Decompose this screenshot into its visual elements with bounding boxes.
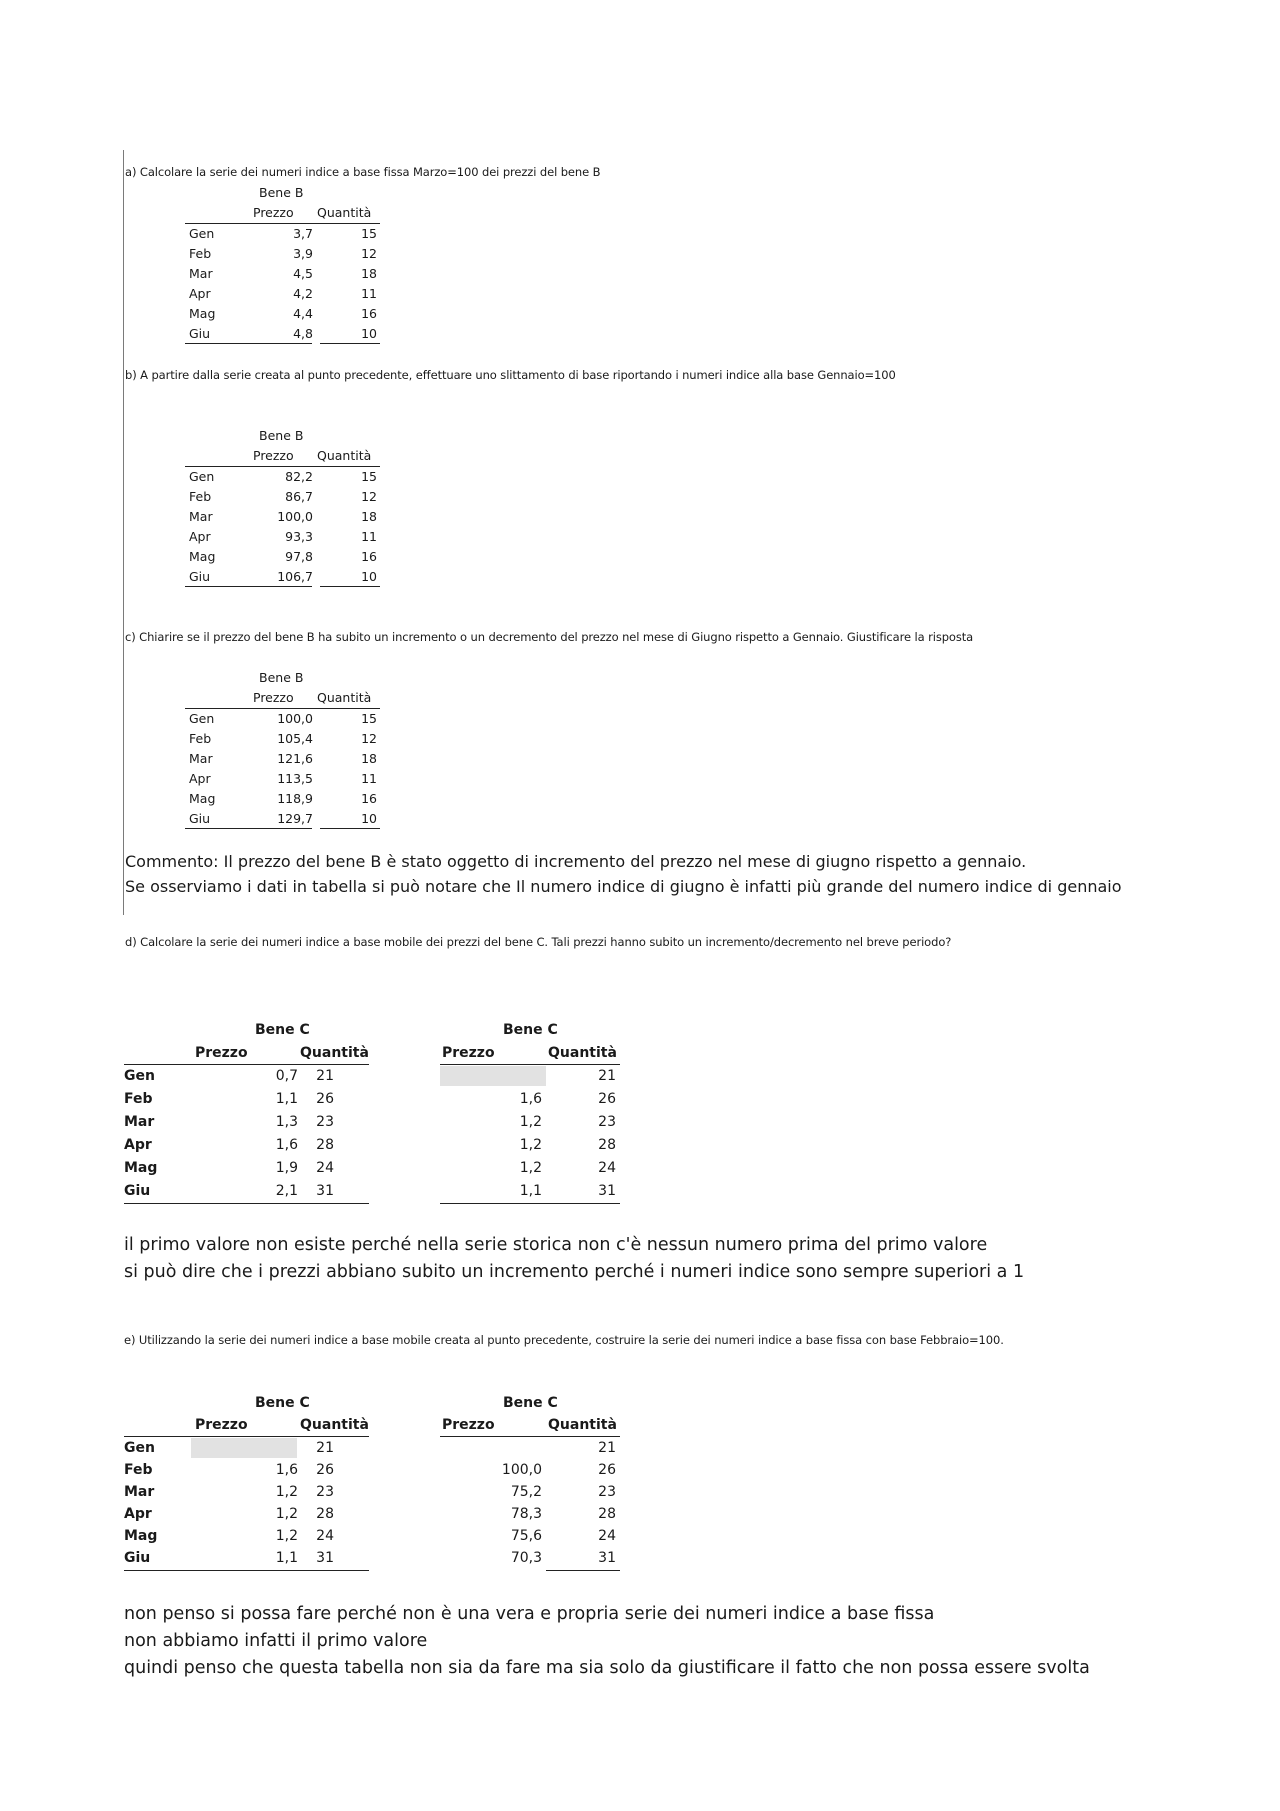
table-title: Bene B (259, 670, 304, 685)
question-a: a) Calcolare la serie dei numeri indice a base fissa Marzo=100 dei prezzi del bene B (125, 165, 601, 179)
header-prezzo: Prezzo (195, 1045, 248, 1061)
cell-quantita: 23 (316, 1484, 334, 1500)
table-row: Gen 3,7 15 (189, 226, 377, 241)
cell-quantita: 24 (598, 1528, 616, 1544)
header-prezzo: Prezzo (253, 690, 294, 705)
cell-quantita: 28 (598, 1137, 616, 1153)
cell-quantita: 31 (316, 1550, 334, 1566)
table-row: Giu 129,7 10 (189, 811, 377, 826)
cell-quantita: 23 (598, 1484, 616, 1500)
cell-prezzo: 1,1 (519, 1183, 542, 1199)
header-quantita: Quantità (548, 1417, 617, 1433)
table-c (185, 670, 380, 830)
cell-quantita: 21 (598, 1068, 616, 1084)
cell-prezzo: 75,2 (510, 1484, 542, 1500)
header-quantita: Quantità (548, 1045, 617, 1061)
table-row: Feb 3,9 12 (189, 246, 377, 261)
header-quantita: Quantità (317, 448, 372, 463)
row-label: Mag (124, 1160, 158, 1176)
cell-quantita: 23 (598, 1114, 616, 1130)
tables-e (124, 1395, 620, 1575)
cell-quantita: 28 (598, 1506, 616, 1522)
row-label: Apr (124, 1506, 152, 1522)
table-row: Mag 4,4 16 (189, 306, 377, 321)
margin-line (123, 150, 124, 915)
row-label: Giu (124, 1183, 151, 1199)
question-d: d) Calcolare la serie dei numeri indice a base mobile dei prezzi del bene C. Tali prezzi hanno subito un incremento/decremento nel breve periodo? (125, 935, 952, 949)
cell-quantita: 31 (598, 1183, 616, 1199)
cell-prezzo: 2,1 (275, 1183, 298, 1199)
cell-prezzo: 1,3 (275, 1114, 298, 1130)
header-quantita: Quantità (317, 205, 372, 220)
cell-quantita: 24 (316, 1160, 334, 1176)
cell-prezzo: 75,6 (510, 1528, 542, 1544)
row-label: Gen (124, 1068, 155, 1084)
table-row: Mag 97,8 16 (189, 549, 377, 564)
bottom-rule (320, 586, 380, 587)
cell-prezzo: 100,0 (501, 1462, 542, 1478)
bottom-rule (185, 586, 312, 587)
table-row: Giu 4,8 10 (189, 326, 377, 341)
bottom-rule (185, 343, 312, 344)
tables-d (124, 1022, 620, 1202)
bottom-rule (546, 1570, 620, 1571)
cell-quantita: 26 (316, 1091, 334, 1107)
cell-quantita: 24 (316, 1528, 334, 1544)
table-row: Apr 4,2 11 (189, 286, 377, 301)
table-row: Apr 113,5 11 (189, 771, 377, 786)
header-rule (440, 1064, 620, 1065)
cell-prezzo: 1,2 (275, 1506, 298, 1522)
comment-d-1: il primo valore non esiste perché nella serie storica non c'è nessun numero prima del primo valore (124, 1235, 988, 1255)
cell-prezzo: 1,2 (275, 1528, 298, 1544)
table-row: Gen 82,2 15 (189, 469, 377, 484)
table-title: Bene C (503, 1022, 558, 1038)
cell-prezzo: 1,1 (275, 1550, 298, 1566)
row-label: Giu (124, 1550, 151, 1566)
table-title: Bene C (255, 1395, 310, 1411)
bottom-rule (124, 1203, 369, 1204)
row-label: Mar (124, 1484, 155, 1500)
cell-prezzo: 1,6 (519, 1091, 542, 1107)
table-title: Bene C (503, 1395, 558, 1411)
cell-prezzo: 78,3 (510, 1506, 542, 1522)
cell-quantita: 26 (598, 1462, 616, 1478)
empty-cell (191, 1438, 297, 1458)
cell-prezzo: 1,2 (519, 1114, 542, 1130)
cell-quantita: 31 (316, 1183, 334, 1199)
question-e: e) Utilizzando la serie dei numeri indice a base mobile creata al punto precedente, costruire la serie dei numeri indice a base fissa con base Febbraio=100. (124, 1333, 1004, 1347)
table-b (185, 428, 380, 588)
cell-prezzo: 1,6 (275, 1137, 298, 1153)
table-row: Apr 93,3 11 (189, 529, 377, 544)
comment-c-1: Commento: Il prezzo del bene B è stato oggetto di incremento del prezzo nel mese di giugno rispetto a gennaio. (125, 852, 1027, 871)
header-prezzo: Prezzo (442, 1045, 495, 1061)
header-prezzo: Prezzo (195, 1417, 248, 1433)
row-label: Feb (124, 1462, 153, 1478)
comment-e-1: non penso si possa fare perché non è una vera e propria serie dei numeri indice a base fissa (124, 1604, 935, 1624)
cell-quantita: 21 (316, 1068, 334, 1084)
bottom-rule (440, 1203, 620, 1204)
cell-prezzo: 70,3 (510, 1550, 542, 1566)
row-label: Mar (124, 1114, 155, 1130)
question-b: b) A partire dalla serie creata al punto precedente, effettuare uno slittamento di base riportando i numeri indice alla base Gennaio=100 (125, 368, 896, 382)
row-label: Apr (124, 1137, 152, 1153)
header-prezzo: Prezzo (442, 1417, 495, 1433)
cell-prezzo: 1,2 (519, 1137, 542, 1153)
row-label: Feb (124, 1091, 153, 1107)
table-row: Gen 100,0 15 (189, 711, 377, 726)
header-rule (124, 1064, 369, 1065)
table-row: Mag 118,9 16 (189, 791, 377, 806)
header-prezzo: Prezzo (253, 205, 294, 220)
question-c: c) Chiarire se il prezzo del bene B ha subito un incremento o un decremento del prezzo nel mese di Giugno rispetto a Gennaio. Giustificare la risposta (125, 630, 974, 644)
cell-prezzo: 1,1 (275, 1091, 298, 1107)
table-row: Giu 106,7 10 (189, 569, 377, 584)
cell-prezzo: 0,7 (275, 1068, 298, 1084)
bottom-rule (320, 343, 380, 344)
bottom-rule (124, 1570, 369, 1571)
cell-quantita: 28 (316, 1506, 334, 1522)
table-row: Mar 100,0 18 (189, 509, 377, 524)
header-quantita: Quantità (300, 1417, 369, 1433)
cell-prezzo: 1,6 (275, 1462, 298, 1478)
cell-quantita: 26 (316, 1462, 334, 1478)
bottom-rule (320, 828, 380, 829)
comment-e-3: quindi penso che questa tabella non sia da fare ma sia solo da giustificare il fatto che non possa essere svolta (124, 1658, 1090, 1678)
header-quantita: Quantità (300, 1045, 369, 1061)
row-label: Gen (124, 1440, 155, 1456)
table-row: Mar 121,6 18 (189, 751, 377, 766)
row-label: Mag (124, 1528, 158, 1544)
comment-e-2: non abbiamo infatti il primo valore (124, 1631, 428, 1651)
cell-prezzo: 1,9 (275, 1160, 298, 1176)
table-a (185, 185, 380, 345)
table-title: Bene B (259, 428, 304, 443)
cell-quantita: 24 (598, 1160, 616, 1176)
header-rule (440, 1436, 620, 1437)
cell-quantita: 26 (598, 1091, 616, 1107)
cell-quantita: 21 (316, 1440, 334, 1456)
header-quantita: Quantità (317, 690, 372, 705)
table-row: Feb 105,4 12 (189, 731, 377, 746)
cell-prezzo: 1,2 (275, 1484, 298, 1500)
header-prezzo: Prezzo (253, 448, 294, 463)
table-row: Feb 86,7 12 (189, 489, 377, 504)
comment-d-2: si può dire che i prezzi abbiano subito un incremento perché i numeri indice sono sempre superiori a 1 (124, 1262, 1025, 1282)
cell-quantita: 23 (316, 1114, 334, 1130)
cell-prezzo: 1,2 (519, 1160, 542, 1176)
table-title: Bene B (259, 185, 304, 200)
cell-quantita: 31 (598, 1550, 616, 1566)
cell-quantita: 21 (598, 1440, 616, 1456)
comment-c-2: Se osserviamo i dati in tabella si può notare che Il numero indice di giugno è infatti più grande del numero indice di gennaio (125, 877, 1122, 896)
header-rule (124, 1436, 369, 1437)
table-row: Mar 4,5 18 (189, 266, 377, 281)
empty-cell (440, 1066, 546, 1086)
bottom-rule (185, 828, 312, 829)
cell-quantita: 28 (316, 1137, 334, 1153)
table-title: Bene C (255, 1022, 310, 1038)
